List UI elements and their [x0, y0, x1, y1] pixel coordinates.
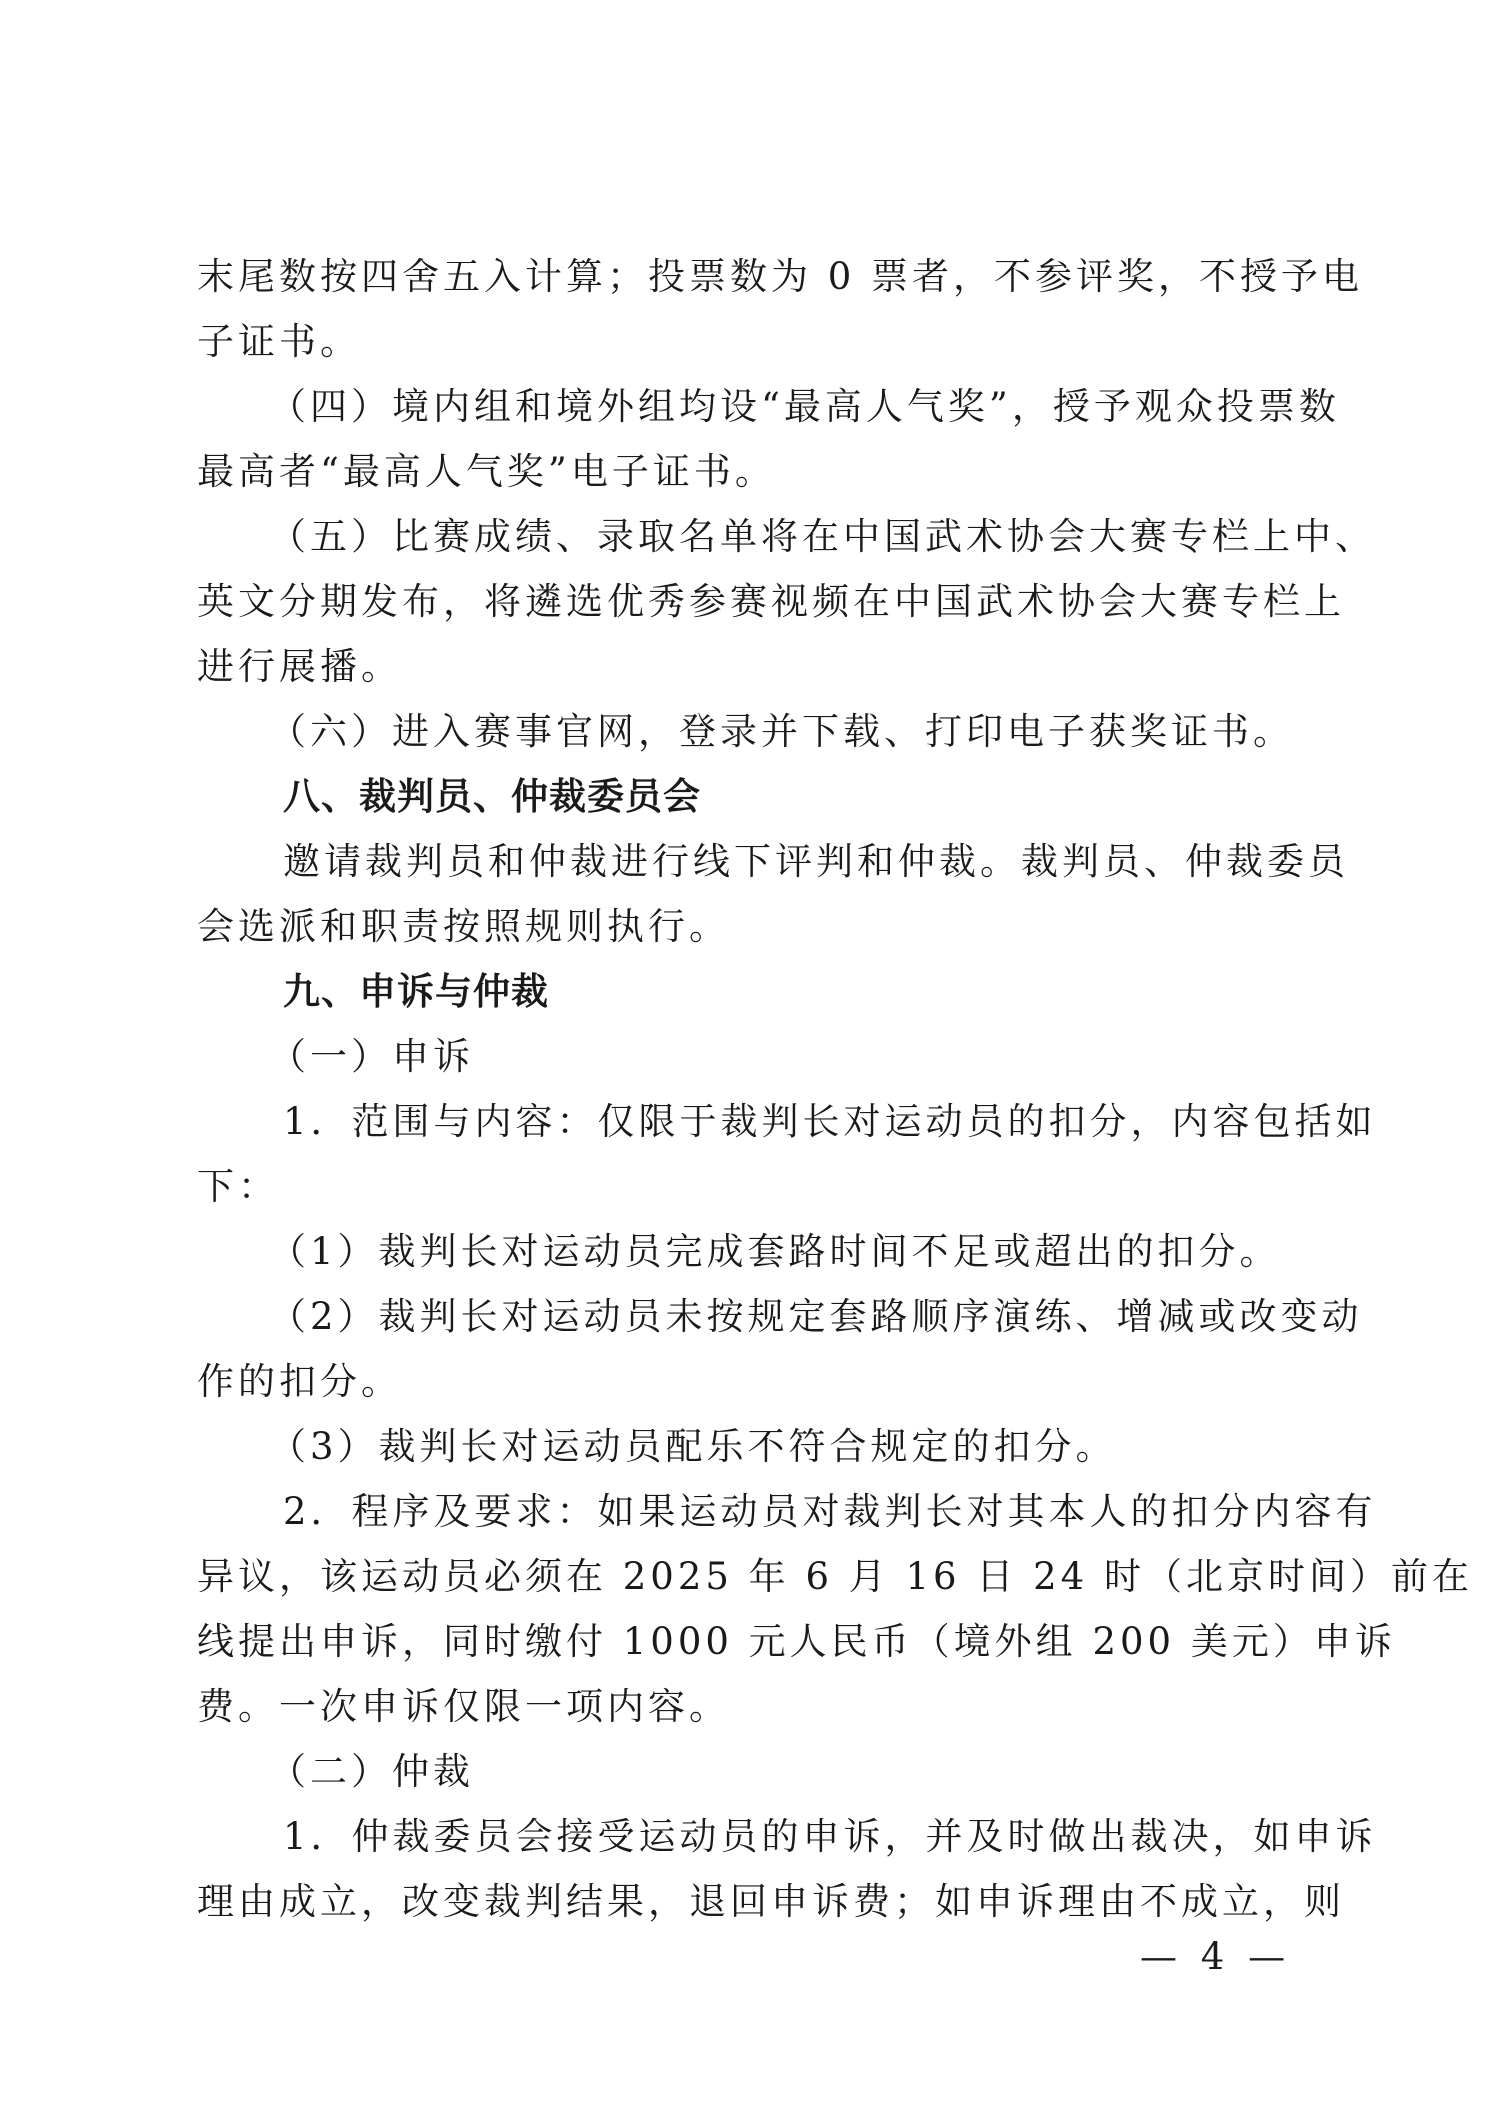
- document-body: [197, 244, 1473, 1934]
- paragraph-line: 理由成立，改变裁判结果，退回申诉费；如申诉理由不成立，则: [197, 1880, 1345, 1923]
- paragraph-line: 会选派和职责按照规则执行。: [197, 905, 730, 948]
- paragraph-line: （四）境内组和境外组均设“最高人气奖”，授予观众投票数: [269, 385, 1340, 428]
- paragraph-line: 异议，该运动员必须在 2025 年 6 月 16 日 24 时（北京时间）前在: [197, 1555, 1473, 1598]
- paragraph-line: （五）比赛成绩、录取名单将在中国武术协会大赛专栏上中、: [269, 515, 1376, 558]
- paragraph-line: 英文分期发布，将遴选优秀参赛视频在中国武术协会大赛专栏上: [197, 580, 1345, 623]
- subsection-heading: （一）申诉: [269, 1035, 474, 1078]
- paragraph-line: 下：: [197, 1165, 279, 1208]
- paragraph-line: 邀请裁判员和仲裁进行线下评判和仲裁。裁判员、仲裁委员: [283, 840, 1349, 883]
- paragraph-line: 2．程序及要求：如果运动员对裁判长对其本人的扣分内容有: [283, 1490, 1377, 1533]
- paragraph-line: 1．仲裁委员会接受运动员的申诉，并及时做出裁决，如申诉: [283, 1815, 1377, 1858]
- paragraph-line: 作的扣分。: [197, 1360, 402, 1403]
- paragraph-line: 线提出申诉，同时缴付 1000 元人民币（境外组 200 美元）申诉: [197, 1620, 1396, 1663]
- paragraph-line: 最高者“最高人气奖”电子证书。: [197, 450, 776, 493]
- list-item: （2）裁判长对运动员未按规定套路顺序演练、增减或改变动: [269, 1295, 1363, 1338]
- page-number: — 4 —: [1140, 1935, 1292, 1978]
- section-heading: 八、裁判员、仲裁委员会: [283, 775, 701, 818]
- subsection-heading: （二）仲裁: [269, 1750, 474, 1793]
- section-heading: 九、申诉与仲裁: [283, 970, 549, 1013]
- paragraph-line: （六）进入赛事官网，登录并下载、打印电子获奖证书。: [269, 710, 1294, 753]
- list-item: （3）裁判长对运动员配乐不符合规定的扣分。: [269, 1425, 1117, 1468]
- paragraph-line: 1．范围与内容：仅限于裁判长对运动员的扣分，内容包括如: [283, 1100, 1377, 1143]
- paragraph-line: 末尾数按四舍五入计算；投票数为 0 票者，不参评奖，不授予电: [197, 255, 1364, 298]
- paragraph-line: 子证书。: [197, 320, 361, 363]
- paragraph-line: 费。一次申诉仅限一项内容。: [197, 1685, 730, 1728]
- paragraph-line: 进行展播。: [197, 645, 402, 688]
- list-item: （1）裁判长对运动员完成套路时间不足或超出的扣分。: [269, 1230, 1281, 1273]
